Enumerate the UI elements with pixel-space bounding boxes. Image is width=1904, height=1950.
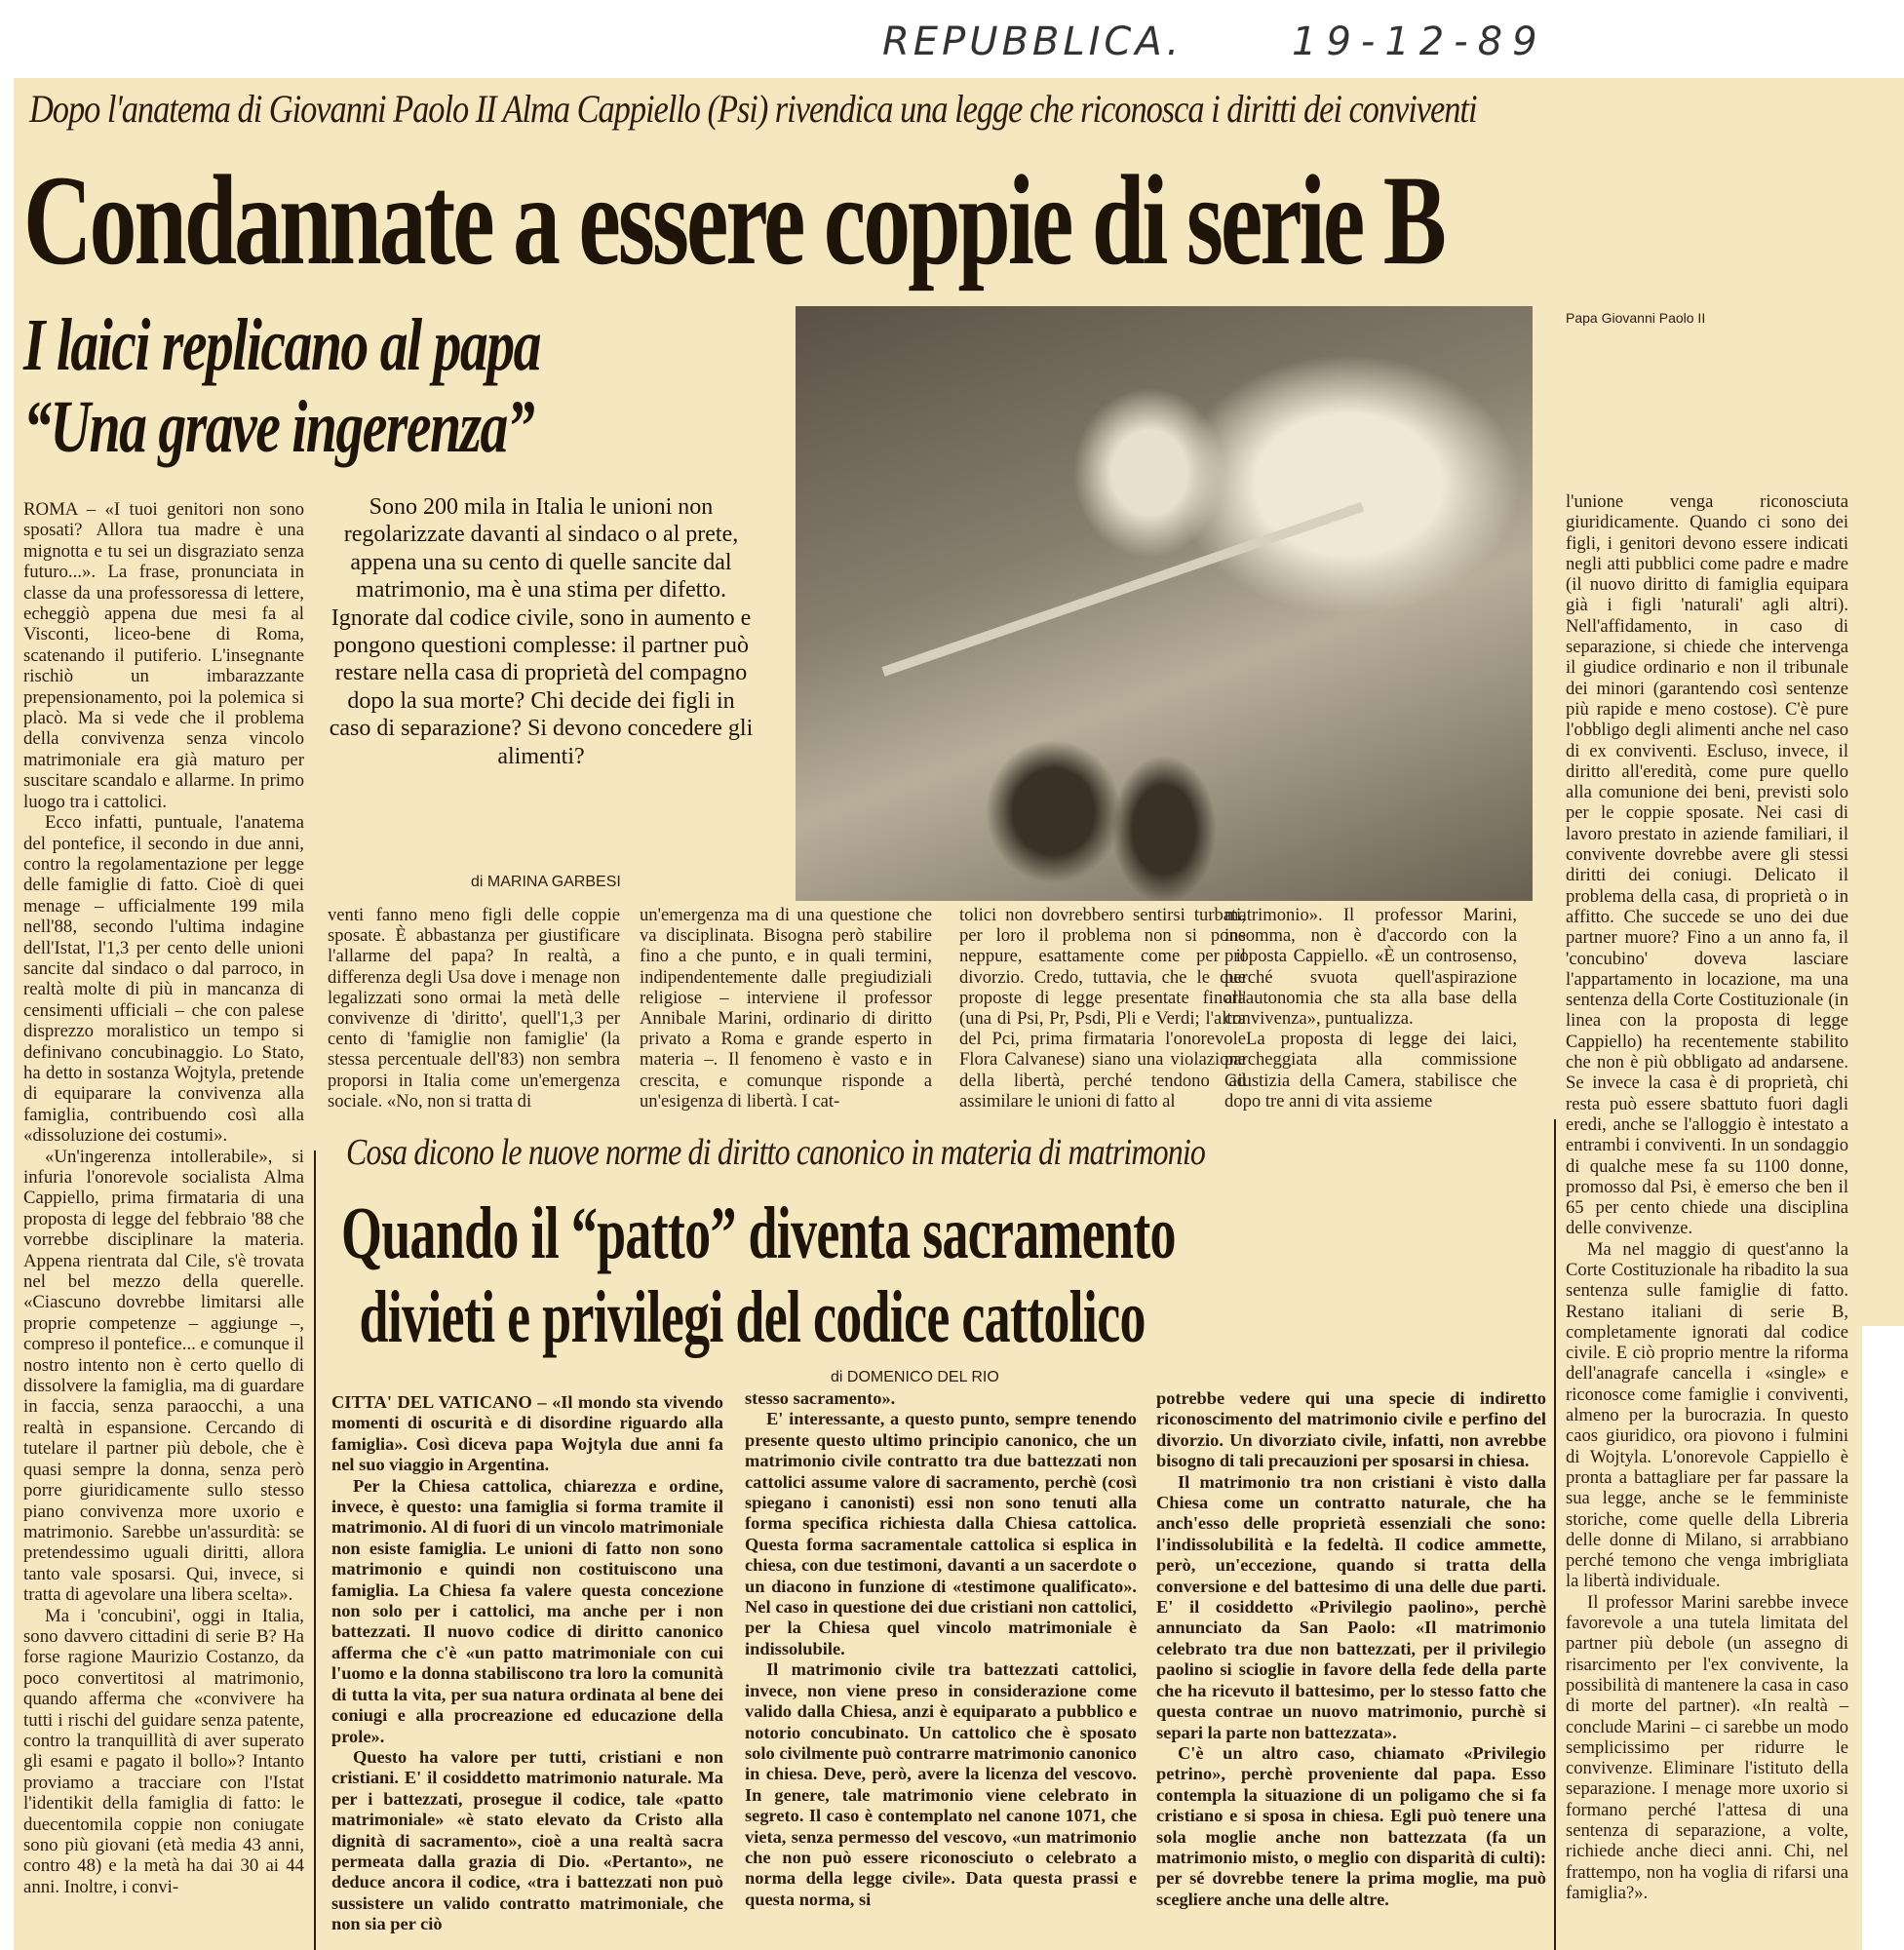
paragraph: tolici non dovrebbero sentirsi turbati, per loro il problema non si pone neppure, esattamente come per il divorzio. Credo, tuttavia, che le due proposte di legge presentate finora (una di Psi, Pr, Psdi, Pli e Verdi; l'altra del Pci, prima firmataria l'onorevole Flora Calvanese) siano una violazione della libertà, perché tendono ad assimilare le unioni di fatto al (959, 905, 1246, 1112)
main-column-1 (23, 499, 304, 1942)
second-column-1 (331, 1392, 723, 1935)
second-column-2 (745, 1388, 1137, 1910)
column-divider (314, 1150, 316, 1950)
pope-photo (796, 306, 1533, 901)
main-subheadline (23, 304, 540, 468)
paragraph: ROMA – «I tuoi genitori non sono sposati? Allora tua madre è una mignotta e tu sei un disgraziato senza futuro...». La frase, pronunciata in classe da una professoressa di lettere, echeggiò appena due mesi fa al Visconti, liceo-bene di Roma, scatenando il putiferio. L'insegnante rischiò un imbarazzante prepensionamento, poi la polemica si placò. Ma si vede che il problema della convivenza senza vincolo matrimoniale era già maturo per suscitare scandalo e allarme. In primo luogo tra i cattolici. (23, 499, 304, 812)
clipping-edge (1862, 78, 1904, 1326)
paragraph: C'è un altro caso, chiamato «Privilegio petrino», perchè proveniente dal papa. Esso contempla la situazione di un poligamo che si fa cristiano e si sposa in chiesa. Egli può tenere una sola moglie anche non battezzata (fa un matrimonio misto, o meglio con disparità di culti): per sé dovrebbe tenere la prima moglie, ma può scegliere anche una delle altre. (1156, 1742, 1546, 1909)
second-headline (341, 1191, 1176, 1359)
column-divider (1554, 1119, 1556, 1950)
main-byline: di MARINA GARBESI (471, 874, 621, 890)
handwritten-annotation (882, 20, 1565, 78)
paragraph: «Un'ingerenza intollerabile», si infuria l'onorevole socialista Alma Cappiello, prima firmataria di una proposta di legge del febbraio '88 che vorrebbe disciplinare la materia. Appena rientrata dal Cile, s'è trovata nel bel mezzo della querelle. «Ciascuno dovrebbe limitarsi alle proprie competenze – aggiunge –, compreso il pontefice... e comunque il nostro intento non è certo quello di dissolvere la famiglia, ma di guardare in faccia, senza paraocchi, a una realtà in espansione. Cercando di tutelare il partner più debole, che è quasi sempre la donna, senza però porre giuridicamente sullo stesso piano convivenza more uxorio e matrimonio. Sarebbe un'assurdità: se pretendessimo uguali diritti, allora tanto vale sposarsi. Qui, invece, si tratta di agevolare una libera scelta». (23, 1146, 304, 1606)
paragraph: Ma nel maggio di quest'anno la Corte Costituzionale ha ribadito la sua sentenza sulle famiglie di fatto. Restano italiani di serie B, completamente ignorati dal codice civile. E ciò proprio mentre la riforma dell'anagrafe cancella i «single» e riconosce come famiglie i conviventi, almeno per la burocrazia. In questo caos giuridico, ora piovono i fulmini di Wojtyla. L'onorevole Cappiello è pronta a battagliare per far passare la sua legge, anche se le femministe storiche, come quelle della Libreria delle donne di Milano, si arrabbiano perché temono che venga imbrigliata la libertà individuale. (1566, 1238, 1848, 1592)
second-byline: di DOMENICO DEL RIO (831, 1369, 999, 1385)
subheadline-line-1: I laici replicano al papa (23, 304, 540, 386)
paragraph: Questo ha valore per tutti, cristiani e non cristiani. E' il cosiddetto matrimonio naturale. Ma per i battezzati, prosegue il codice, tale «patto matrimoniale» «è stato elevato da Cristo alla dignità di sacramento», cioè a una realtà sacra permeata dalla grazia di Dio. «Pertanto», ne deduce ancora il codice, «tra i battezzati non può sussistere un valido contratto matrimoniale, che non sia per ciò (331, 1746, 723, 1934)
second-headline-line-1: Quando il “patto” diventa sacramento (341, 1192, 1176, 1274)
paragraph: venti fanno meno figli delle coppie sposate. È abbastanza per giustificare l'allarme del papa? In realtà, a differenza degli Usa dove i menage non legalizzati sono ormai la metà delle convivenze di 'diritto', quell'1,3 per cento di 'famiglie non famiglie' (la stessa percentuale dell'83) non sembra proporsi in Italia come un'emergenza sociale. «No, non si tratta di (328, 905, 620, 1112)
paragraph: Per la Chiesa cattolica, chiarezza e ordine, invece, è questo: una famiglia si forma tramite il matrimonio. Al di fuori di un vincolo matrimoniale non esiste famiglia. Le unioni di fatto non sono matrimonio e quindi non costituiscono una famiglia. La Chiesa fa valere questa concezione non solo per i cattolici, ma anche per i non battezzati. Il nuovo codice di diritto canonico afferma che c'è «un patto matrimoniale con cui l'uomo e la donna stabiliscono tra loro la comunità di tutta la vita, per sua natura ordinata al bene dei coniugi e alla procreazione ed educazione della prole». (331, 1475, 723, 1746)
main-kicker: Dopo l'anatema di Giovanni Paolo II Alma Cappiello (Psi) rivendica una legge che riconosca i diritti dei conviventi (29, 87, 1477, 131)
subheadline-line-2: “Una grave ingerenza” (23, 386, 534, 468)
paragraph: potrebbe vedere qui una specie di indiretto riconoscimento del matrimonio civile e perfino del divorzio. Un divorziato civile, infatti, non avrebbe bisogno di tali precauzioni per sposarsi in chiesa. (1156, 1388, 1546, 1471)
paragraph: La proposta di legge dei laici, parcheggiata alla commissione Giustizia della Camera, stabilisce che dopo tre anni di vita assieme (1224, 1029, 1517, 1112)
photo-caption: Papa Giovanni Paolo II (1566, 310, 1706, 326)
paragraph: l'unione venga riconosciuta giuridicamente. Quando ci sono dei figli, i genitori devono essere indicati negli atti pubblici come padre e madre (il nuovo diritto di famiglia equipara già i figli 'naturali' agli altri). Nell'affidamento, in caso di separazione, si chiede che intervenga il giudice ordinario e non il tribunale dei minori (garantendo così sentenze più rapide e meno costose). C'è pure l'obbligo degli alimenti anche nel caso di ex conviventi. Escluso, invece, il diritto all'eredità, come pure quello alla comunione dei beni, previsti solo per le coppie sposate. Nei casi di lavoro prestato in aziende familiari, il convivente dovrebbe avere gli stessi diritti dei coniugi. Delicato il problema della casa, di proprietà o in affitto. Che succede se uno dei due partner muore? Fino a un anno fa, il 'concubino' doveva lasciare l'appartamento in locazione, ma una sentenza della Corte Costituzionale (in linea con la proposta di legge Cappiello) ha recentemente stabilito che non è più obbligato ad andarsene. Se invece la casa è di proprietà, chi resta può essere sbattuto fuori dagli eredi, anche se l'alloggio è intestato a entrambi i conviventi. In un sondaggio di qualche mese fa su 1100 donne, promosso dal Psi, è emerso che ben il 65 per cento chiede una disciplina delle convivenze. (1566, 491, 1848, 1239)
main-lead: Sono 200 mila in Italia le unioni non regolarizzate davanti al sindaco o al prete, appena una su cento di quelle sancite dal matrimonio, ma è una stima per difetto. Ignorate dal codice civile, sono in aumento e pongono questioni complesse: il partner può restare nella casa di proprietà del compagno dopo la sua morte? Chi decide dei figli in caso di separazione? Si devono concedere gli alimenti? (329, 494, 754, 769)
paragraph: Ma i 'concubini', oggi in Italia, sono davvero cittadini di serie B? Ha forse ragione Maurizio Costanzo, da poco convertitosi al matrimonio, quando afferma che «convivere ha tutti i rischi del guidare senza patente, contro la tranquillità di aver superato gli esami e pagato il bollo»? Intanto proviamo a tracciare con l'Istat l'identikit della famiglia di fatto: le duecentomila coppie non coniugate sono più giovani (età media 43 anni, contro 48) e la metà ha dai 30 ai 44 anni. Inoltre, i convi- (23, 1605, 304, 1897)
main-headline: Condannate a essere coppie di serie B (23, 148, 1444, 292)
paragraph: stesso sacramento». (745, 1388, 896, 1408)
paragraph: Il matrimonio tra non cristiani è visto dalla Chiesa come un contratto naturale, che ha anch'esso delle proprietà essenziali che sono: l'indissolubilità e la fedeltà. Il codice ammette, però, un'eccezione, quando si tratta della conversione e del battesimo di una delle due parti. E' il cosiddetto «Privilegio paolino», perchè annunciato da San Paolo: «Il matrimonio celebrato tra due non battezzati, per il privilegio paolino si scioglie in favore della fede della parte che ha ricevuto il battesimo, per lo stesso fatto che questa contrae un nuovo matrimonio, purchè si separi la parte non battezzata». (1156, 1471, 1546, 1742)
paragraph: un'emergenza ma di una questione che va disciplinata. Bisogna però stabilire fino a che punto, e in quali termini, indipendentemente dalle pregiudiziali religiose – interviene il professor Annibale Marini, ordinario di diritto privato a Roma e grande esperto in materia –. Il fenomeno è vasto e in crescita, e comunque risponde a un'esigenza di libertà. I cat- (640, 905, 932, 1112)
second-headline-line-2: divieti e privilegi del codice cattolico (359, 1276, 1146, 1358)
main-column-6 (1566, 491, 1848, 1903)
clipping-date: 19-12-89 (1292, 20, 1547, 64)
paragraph: CITTA' DEL VATICANO – «Il mondo sta vivendo momenti di oscurità e di disordine riguardo alla famiglia». Così diceva papa Wojtyla due anni fa nel suo viaggio in Argentina. (331, 1392, 723, 1475)
paragraph: Il matrimonio civile tra battezzati cattolici, invece, non viene preso in considerazione come valido dalla Chiesa, anzi è equiparato a pubblico e notorio concubinato. Un cattolico che è sposato solo civilmente può contrarre matrimonio canonico in chiesa. Deve, però, avere la licenza del vescovo. In genere, tale matrimonio viene celebrato in segreto. Il caso è contemplato nel canone 1071, che vieta, senza permesso del vescovo, «un matrimonio che non può essere riconosciuto o celebrato a norma della legge civile». Data questa prassi e questa norma, si (745, 1659, 1137, 1909)
paragraph: Ecco infatti, puntuale, l'anatema del pontefice, il secondo in due anni, contro la regolamentazione per legge delle famiglie di fatto. Cioè di quei menage – ufficialmente 199 mila nell'88, secondo l'ultima indagine dell'Istat, l'1,3 per cento delle unioni sancite dal sindaco o dal parroco, in realtà molte di più in mancanza di censimenti ufficiali – che con palese disprezzo moralistico un tempo si definivano concubinaggio. Lo Stato, ha detto in sostanza Wojtyla, pretende di equiparare la convivenza alla famiglia, contribuendo così alla «dissoluzione dei costumi». (23, 812, 304, 1147)
main-column-2 (328, 905, 620, 1112)
main-column-5 (1224, 905, 1517, 1112)
main-column-3 (640, 905, 932, 1112)
second-column-3 (1156, 1388, 1546, 1910)
second-kicker: Cosa dicono le nuove norme di diritto canonico in materia di matrimonio (346, 1132, 1206, 1173)
main-column-4 (959, 905, 1246, 1112)
paragraph: matrimonio». Il professor Marini, insomma, non è d'accordo con la proposta Cappiello. «È un controsenso, perché svuota quell'aspirazione all'autonomia che sta alla base della convivenza», puntualizza. (1224, 905, 1517, 1030)
paragraph: Il professor Marini sarebbe invece favorevole a una tutela limitata del partner più debole (un assegno di risarcimento per l'ex convivente, la possibilità di mantenere la casa in caso di morte del partner). «In realtà – conclude Marini – ci sarebbe un modo semplicissimo per ridurre le convivenze. Eliminare l'istituto della separazione. I menage more uxorio si formano perché l'attesa di una sentenza di separazione, a volte, richiede anche dieci anni. Chi, nel frattempo, non ha voglia di rifarsi una famiglia?». (1566, 1591, 1848, 1903)
newspaper-name: REPUBBLICA. (882, 20, 1184, 64)
paragraph: E' interessante, a questo punto, sempre tenendo presente questo ultimo principio canonico, che un matrimonio civile contratto tra due battezzati non cattolici assume valore di sacramento, perchè (così spiegano i canonisti) essi non sono tenuti alla forma specifica richiesta dalla Chiesa cattolica. Questa forma sacramentale cattolica si esplica in chiesa, con due testimoni, davanti a un sacerdote o un diacono in funzione di «testimone qualificato». Nel caso in questione dei due cristiani non cattolici, per la Chiesa quel vincolo matrimoniale è indissolubile. (745, 1409, 1137, 1658)
